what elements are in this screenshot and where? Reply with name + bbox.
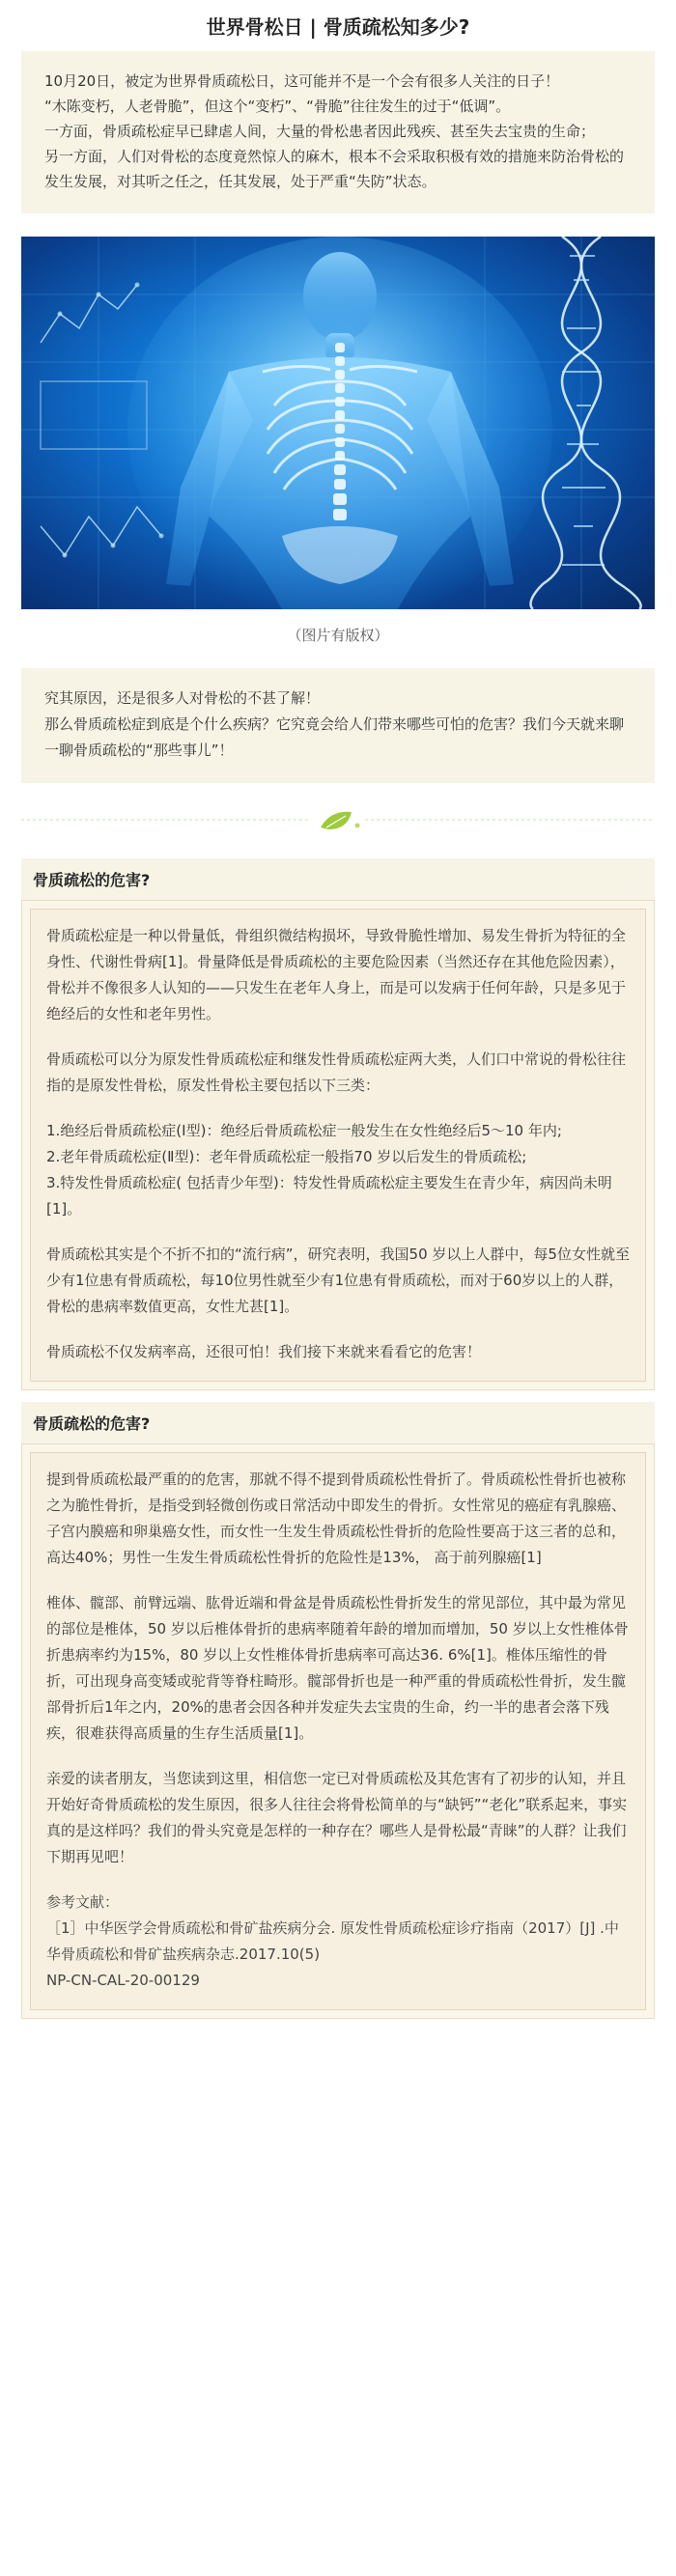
intro-paragraph: 一方面，骨质疏松症早已肆虐人间，大量的骨松患者因此残疾、甚至失去宝贵的生命； <box>44 123 596 140</box>
section-hazards-1 <box>21 858 655 1390</box>
paragraph: 亲爱的读者朋友，当您读到这里，相信您一定已对骨质疏松及其危害有了初步的认知，并且开始好奇骨质疏松的发生原因，很多人往往会将骨松简单的与“缺钙”“老化”联系起来，事实真的是这样吗？我们的骨头究竟是怎样的一种存在？哪些人是骨松最“青睐”的人群？让我们下期再见吧！ <box>46 1770 628 1865</box>
section-body <box>30 909 646 1382</box>
list-item: 3.特发性骨质疏松症( 包括青少年型)：特发性骨质疏松症主要发生在青少年，病因尚未明[1]。 <box>46 1174 612 1218</box>
question-paragraph: 究其原因，还是很多人对骨松的不甚了解！ <box>44 689 321 707</box>
section-frame <box>21 1443 655 2019</box>
list-item: 1.绝经后骨质疏松症(Ⅰ型)：绝经后骨质疏松症一般发生在女性绝经后5～10 年内; <box>46 1122 562 1139</box>
intro-box <box>21 51 655 213</box>
section-hazards-2 <box>21 1402 655 2019</box>
leaf-icon <box>21 804 655 835</box>
bottom-spacer <box>0 2019 676 2046</box>
image-caption: （图片有版权） <box>287 627 389 644</box>
paragraph: 骨质疏松症是一种以骨量低，骨组织微结构损坏，导致骨脆性增加、易发生骨折为特征的全身性、代谢性骨病[1]。骨量降低是骨质疏松的主要危险因素（当然还存在其他危险因素），骨松并不像很多人认知的——只发生在老年人身上，而是可以发病于任何年龄，只是多见于绝经后的女性和老年男性。 <box>46 927 627 1022</box>
list-item: 2.老年骨质疏松症(Ⅱ型)：老年骨质疏松症一般指70 岁以后发生的骨质疏松; <box>46 1148 527 1165</box>
section-body <box>30 1452 646 2010</box>
intro-paragraph: 另一方面，人们对骨松的态度竟然惊人的麻木，根本不会采取积极有效的措施来防治骨松的发生发展，对其听之任之，任其发展，处于严重“失防”状态。 <box>44 148 625 190</box>
reference-item: ［1］中华医学会骨质疏松和骨矿盐疾病分会. 原发性骨质疏松症诊疗指南（2017）[J] .中华骨质疏松和骨矿盐疾病杂志.2017.10(5) <box>46 1919 619 1963</box>
question-box <box>21 668 655 783</box>
references-title: 参考文献： <box>46 1893 120 1911</box>
document-code: NP-CN-CAL-20-00129 <box>46 1972 200 1989</box>
paragraph: 骨质疏松其实是个不折不扣的“流行病”，研究表明，我国50 岁以上人群中，每5位女性就至少有1位患有骨质疏松，每10位男性就至少有1位患有骨质疏松，而对于60岁以上的人群，骨松的患病率数值更高，女性尤甚[1]。 <box>46 1246 630 1315</box>
paragraph: 提到骨质疏松最严重的的危害，那就不得不提到骨质疏松性骨折了。骨质疏松性骨折也被称之为脆性骨折，是指受到轻微创伤或日常活动中即发生的骨折。女性常见的癌症有乳腺癌、子宫内膜癌和卵巢癌女性，而女性一生发生骨质疏松性骨折的危险性要高于这三者的总和，高达40%；男性一生发生骨质疏松性骨折的危险性是13%， 高于前列腺癌[1] <box>46 1470 627 1566</box>
page-title: 世界骨松日 | 骨质疏松知多少? <box>206 15 470 39</box>
paragraph: 骨质疏松可以分为原发性骨质疏松症和继发性骨质疏松症两大类，人们口中常说的骨松往往指的是原发性骨松，原发性骨松主要包括以下三类： <box>46 1050 627 1094</box>
section-frame <box>21 900 655 1390</box>
paragraph: 骨质疏松不仅发病率高，还很可怕！我们接下来就来看看它的危害！ <box>46 1343 482 1360</box>
question-paragraph: 那么骨质疏松症到底是个什么疾病？它究竟会给人们带来哪些可怕的危害？我们今天就来聊一聊骨质疏松的“那些事儿”！ <box>44 715 625 759</box>
section-heading: 骨质疏松的危害? <box>21 1402 655 1443</box>
hero-image <box>21 237 655 609</box>
intro-paragraph: 10月20日，被定为世界骨质疏松日，这可能并不是一个会有很多人关注的日子！ <box>44 72 560 90</box>
paragraph: 椎体、髋部、前臂远端、肱骨近端和骨盆是骨质疏松性骨折发生的常见部位，其中最为常见的部位是椎体，50 岁以后椎体骨折的患病率随着年龄的增加而增加，50 岁以上女性椎体骨折患病率约为15%，80 岁以上女性椎体骨折患病率可高达36. 6%[1]。椎体压缩性的骨折，可出现身高变矮或驼背等脊柱畸形。髋部骨折也是一种严重的骨质疏松性骨折，发生髋部骨折后1年之内，20%的患者会因各种并发症失去宝贵的生命，约一半的患者会落下残疾，很难获得高质量的生存生活质量[1]。 <box>46 1594 629 1742</box>
intro-paragraph: “木陈变朽，人老骨脆”，但这个“变朽”、“骨脆”往往发生的过于“低调”。 <box>44 98 511 115</box>
section-heading: 骨质疏松的危害? <box>21 858 655 900</box>
leaf-divider <box>21 804 655 835</box>
skeleton-illustration <box>21 237 655 609</box>
